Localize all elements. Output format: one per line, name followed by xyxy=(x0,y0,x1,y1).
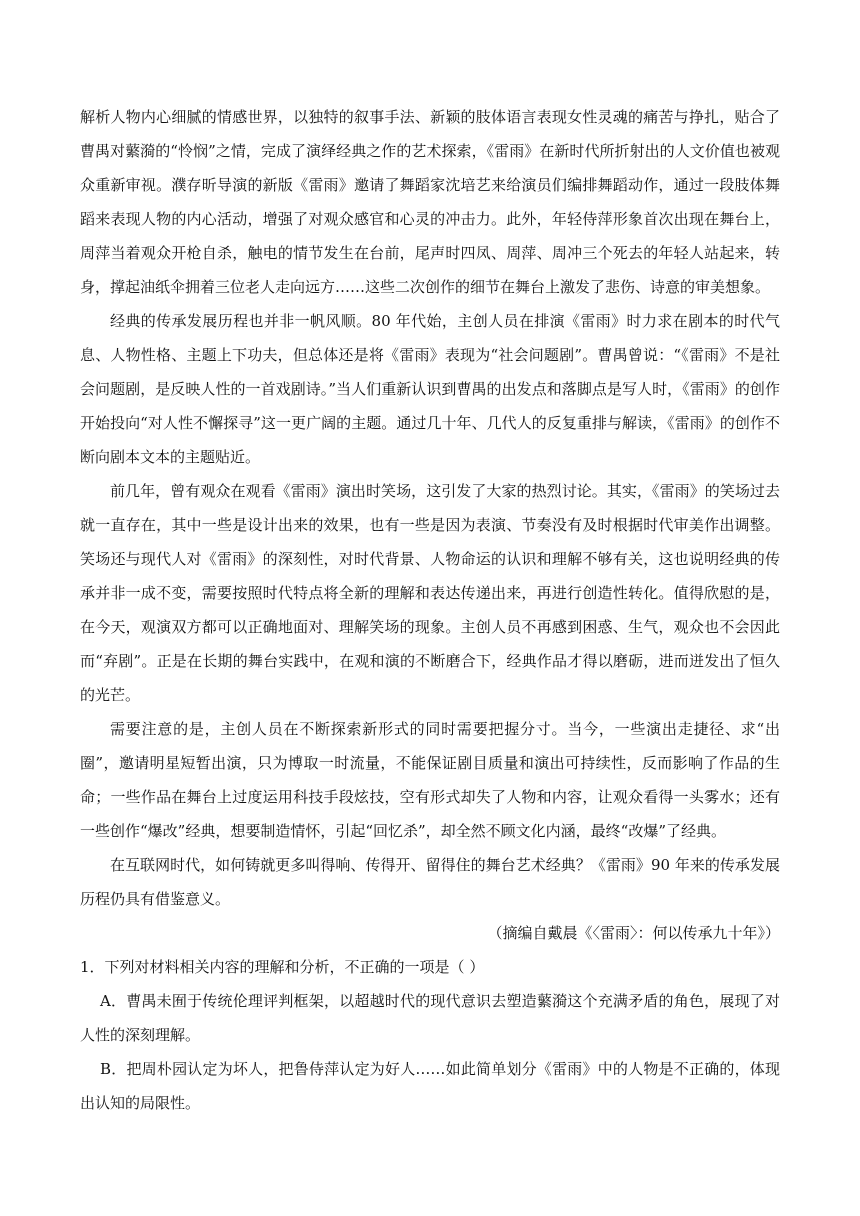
question-option-b: B．把周朴园认定为坏人，把鲁侍萍认定为好人……如此简单划分《雷雨》中的人物是不正确的，体现出认知的局限性。 xyxy=(80,1060,780,1112)
article-paragraph: 前几年，曾有观众在观看《雷雨》演出时笑场，这引发了大家的热烈讨论。其实，《雷雨》的笑场过去就一直存在，其中一些是设计出来的效果，也有一些是因为表演、节奏没有及时根据时代审美作出调整。笑场还与现代人对《雷雨》的深刻性，对时代背景、人物命运的认识和理解不够有关，这也说明经典的传承并非一成不变，需要按照时代特点将全新的理解和表达传递出来，再进行创造性转化。值得欣慰的是，在今天，观演双方都可以正确地面对、理解笑场的现象。主创人员不再感到困惑、生气，观众也不会因此而“弃剧”。正是在长期的舞台实践中，在观和演的不断磨合下，经典作品才得以磨砺，进而迸发出了恒久的光芒。 xyxy=(80,482,780,704)
question-stem: 1．下列对材料相关内容的理解和分析，不正确的一项是（ ） xyxy=(80,958,485,976)
document-page xyxy=(80,100,780,1120)
article-paragraph: 经典的传承发展历程也并非一帆风顺。80 年代始，主创人员在排演《雷雨》时力求在剧本的时代气息、人物性格、主题上下功夫，但总体还是将《雷雨》表现为“社会问题剧”。曹禺曾说：“《雷雨》不是社会问题剧，是反映人性的一首戏剧诗。”当人们重新认识到曹禺的出发点和落脚点是写人时，《雷雨》的创作开始投向“对人性不懈探寻”这一更广阔的主题。通过几十年、几代人的反复重排与解读，《雷雨》的创作不断向剧本文本的主题贴近。 xyxy=(80,312,780,466)
article-paragraph: 在互联网时代，如何铸就更多叫得响、传得开、留得住的舞台艺术经典？《雷雨》90 年来的传承发展历程仍具有借鉴意义。 xyxy=(80,856,780,908)
article-paragraph-continued: 解析人物内心细腻的情感世界，以独特的叙事手法、新颖的肢体语言表现女性灵魂的痛苦与挣扎，贴合了曹禺对蘩漪的“怜悯”之情，完成了演绎经典之作的艺术探索，《雷雨》在新时代所折射出的人文价值也被观众重新审视。濮存昕导演的新版《雷雨》邀请了舞蹈家沈培艺来给演员们编排舞蹈动作，通过一段肢体舞蹈来表现人物的内心活动，增强了对观众感官和心灵的冲击力。此外，年轻侍萍形象首次出现在舞台上，周萍当着观众开枪自杀，触电的情节发生在台前，尾声时四凤、周萍、周冲三个死去的年轻人站起来，转身，撑起油纸伞拥着三位老人走向远方……这些二次创作的细节在舞台上激发了悲伤、诗意的审美想象。 xyxy=(80,108,780,296)
article-source: （摘编自戴晨《〈雷雨〉：何以传承九十年》） xyxy=(487,924,780,942)
article-paragraph: 需要注意的是，主创人员在不断探索新形式的同时需要把握分寸。当今，一些演出走捷径、求“出圈”，邀请明星短暂出演，只为博取一时流量，不能保证剧目质量和演出可持续性，反而影响了作品的生命；一些作品在舞台上过度运用科技手段炫技，空有形式却失了人物和内容，让观众看得一头雾水；还有一些创作“爆改”经典，想要制造情怀，引起“回忆杀”，却全然不顾文化内涵，最终“改爆”了经典。 xyxy=(80,720,780,840)
question-option-a: A．曹禺未囿于传统伦理评判框架，以超越时代的现代意识去塑造蘩漪这个充满矛盾的角色，展现了对人性的深刻理解。 xyxy=(80,992,780,1044)
